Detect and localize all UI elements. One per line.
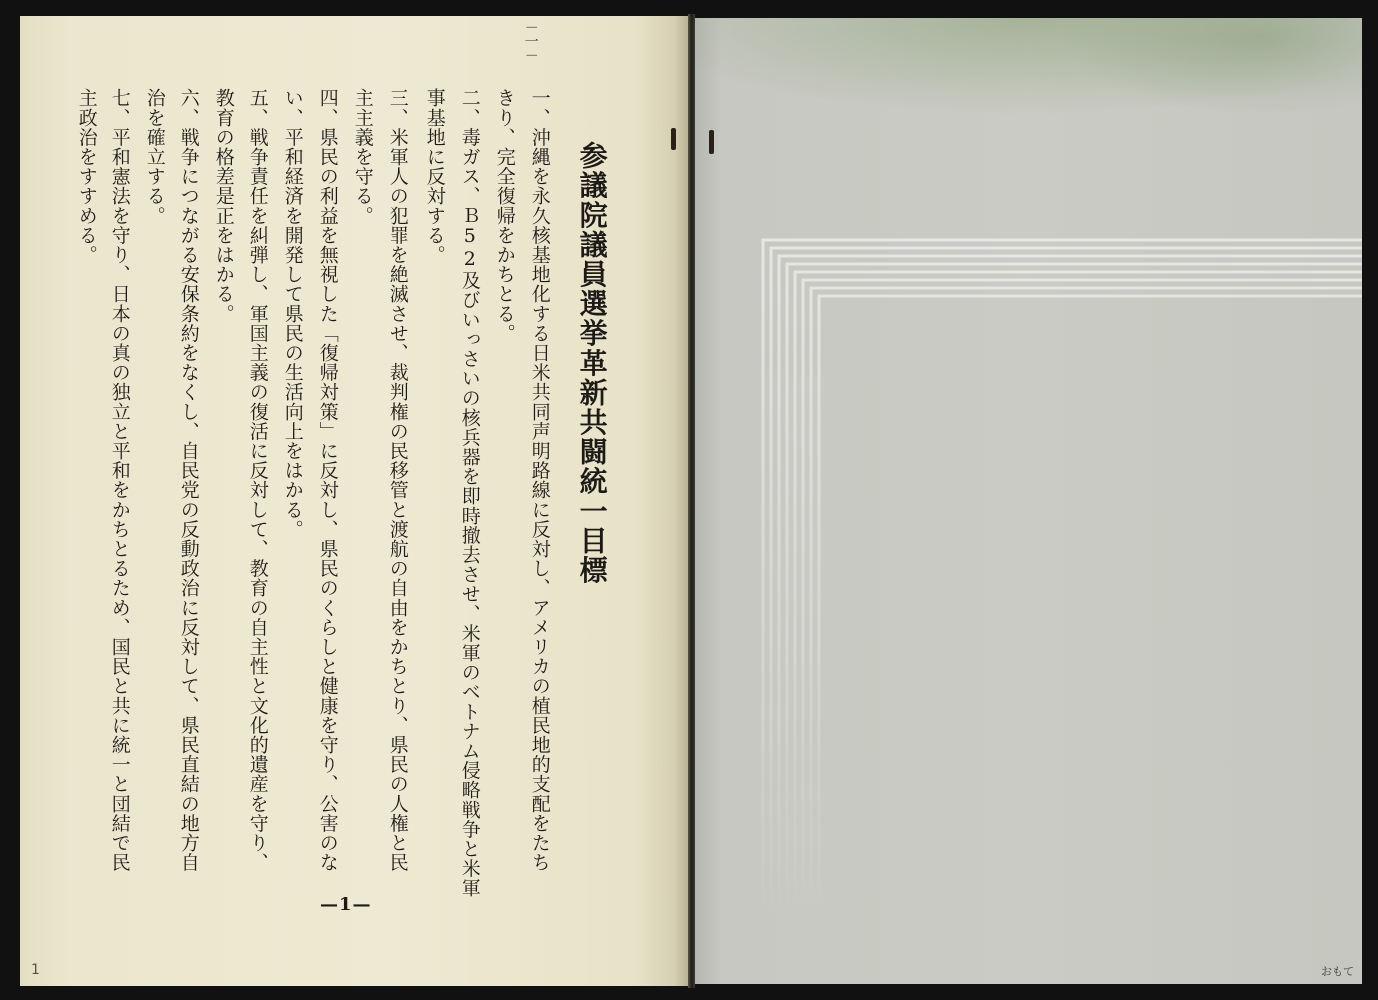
page-number: —1—: [320, 894, 372, 915]
right-page: [695, 18, 1362, 984]
goal-line: 一、沖縄を永久核基地化する日米共同声明路線に反対し、アメリカの植民地的支配をたち: [528, 88, 551, 872]
handwritten-side-note: おもて: [1321, 965, 1354, 978]
goal-line: 主政治をすすめる。: [75, 88, 98, 265]
goal-line: 二、毒ガス、Ｂ52及びいっさいの核兵器を即時撤去させ、米軍のベトナム侵略戦争と米軍: [458, 88, 481, 898]
goal-line: 治を確立する。: [143, 88, 166, 226]
header-page-mark: －一－: [522, 20, 539, 62]
document-title: 参議院議員選挙革新共闘統一目標: [575, 141, 609, 585]
decorative-frame-lines: [695, 18, 1362, 984]
goal-line: 事基地に反対する。: [423, 88, 446, 265]
book-spine: [688, 14, 695, 988]
goal-line: 教育の格差是正をはかる。: [212, 88, 235, 324]
goal-line: 六、戦争につながる安保条約をなくし、自民党の反動政治に反対して、県民直結の地方自: [177, 88, 200, 872]
goal-line: 三、米軍人の犯罪を絶滅させ、裁判権の民移管と渡航の自由をかちとり、県民の人権と民: [386, 88, 409, 872]
goal-line: 主主義を守る。: [351, 88, 374, 226]
goal-line: い、平和経済を開発して県民の生活向上をはかる。: [281, 88, 304, 539]
goal-line: 七、平和憲法を守り、日本の真の独立と平和をかちとるため、国民と共に統一と団結で民: [108, 88, 131, 872]
goal-line: 五、戦争責任を糾弾し、軍国主義の復活に反対して、教育の自主性と文化的遺産を守り、: [246, 88, 269, 872]
goal-line: きり、完全復帰をかちとる。: [493, 88, 516, 343]
ink-speck: [709, 130, 714, 154]
goal-line: 四、県民の利益を無視した「復帰対策」に反対し、県民のくらしと健康を守り、公害のな: [316, 88, 339, 872]
left-page: [20, 16, 688, 986]
handwritten-page-note: 1: [31, 962, 40, 978]
ink-speck: [671, 128, 676, 150]
